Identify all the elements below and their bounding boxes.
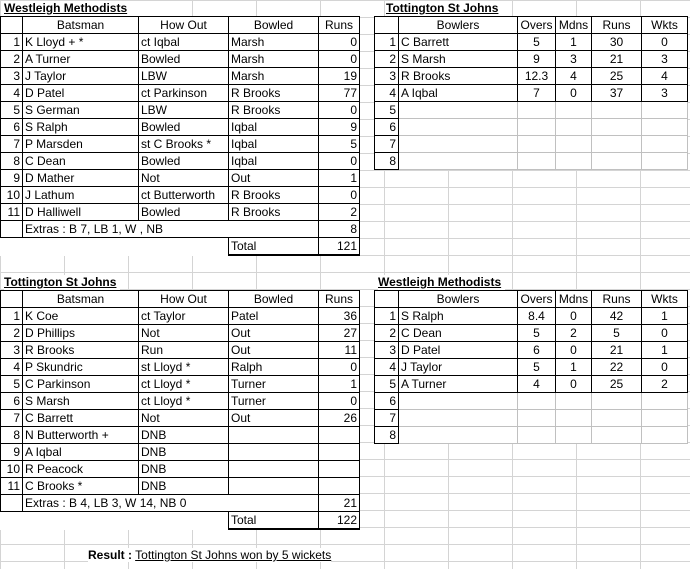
header-bowled: Bowled [229, 291, 319, 308]
maidens: 1 [556, 34, 592, 51]
header-wkts: Wkts [642, 17, 688, 34]
extras-blank [1, 495, 23, 512]
how-out: Run [139, 342, 229, 359]
batsman-name: R Brooks [23, 342, 139, 359]
extras-blank [1, 221, 23, 238]
batting-header-row [1, 17, 360, 34]
header-batsman: Batsman [23, 17, 139, 34]
header-runs: Runs [592, 291, 642, 308]
empty-cell [642, 410, 688, 427]
header-mdns: Mdns [556, 291, 592, 308]
how-out: DNB [139, 478, 229, 495]
overs: 5 [518, 359, 556, 376]
how-out: Bowled [139, 51, 229, 68]
header-batsman: Batsman [23, 291, 139, 308]
empty-cell [399, 410, 518, 427]
bowler-number: 1 [375, 34, 399, 51]
maidens: 4 [556, 68, 592, 85]
batsman-row [1, 119, 360, 136]
extras-value: 21 [319, 495, 360, 512]
bowled-by: Ralph [229, 359, 319, 376]
batsman-name: D Phillips [23, 325, 139, 342]
bowled-by: Out [229, 410, 319, 427]
batsman-name: C Parkinson [23, 376, 139, 393]
innings2-batting-title: Tottington St Johns [4, 275, 120, 290]
batsman-name: K Lloyd + * [23, 34, 139, 51]
batting-header-row [1, 291, 360, 308]
empty-cell [592, 136, 642, 153]
empty-cell [518, 119, 556, 136]
total-row [1, 512, 360, 530]
wickets: 3 [642, 85, 688, 102]
empty-cell [556, 410, 592, 427]
empty-cell [518, 410, 556, 427]
total-value: 122 [319, 512, 360, 530]
wickets: 0 [642, 34, 688, 51]
empty-cell [518, 136, 556, 153]
header-number [375, 291, 399, 308]
overs: 5 [518, 34, 556, 51]
bowled-by: Turner [229, 393, 319, 410]
batsman-row [1, 393, 360, 410]
bowled-by: Marsh [229, 68, 319, 85]
bowler-number: 4 [375, 359, 399, 376]
bowled-by [229, 427, 319, 444]
batsman-number: 5 [1, 376, 23, 393]
maidens: 0 [556, 308, 592, 325]
total-blank [1, 238, 229, 256]
batsman-number: 2 [1, 51, 23, 68]
runs: 9 [319, 119, 360, 136]
how-out: Not [139, 325, 229, 342]
innings1-batting-title: Westleigh Methodists [4, 1, 131, 16]
bowler-row [375, 68, 688, 85]
empty-cell [399, 393, 518, 410]
batsman-row [1, 187, 360, 204]
bowled-by: Out [229, 325, 319, 342]
batsman-row [1, 461, 360, 478]
batsman-name: A Turner [23, 51, 139, 68]
bowler-name: D Patel [399, 342, 518, 359]
innings1-bowling-table [374, 16, 688, 170]
runs: 77 [319, 85, 360, 102]
bowler-number: 6 [375, 119, 399, 136]
innings2-bowling-table [374, 290, 688, 444]
how-out: DNB [139, 461, 229, 478]
batsman-row [1, 153, 360, 170]
bowler-row [375, 308, 688, 325]
maidens: 0 [556, 376, 592, 393]
runs: 42 [592, 308, 642, 325]
runs: 30 [592, 34, 642, 51]
bowled-by: R Brooks [229, 187, 319, 204]
extras-label: Extras : B 7, LB 1, W , NB [23, 221, 319, 238]
runs: 1 [319, 376, 360, 393]
empty-cell [556, 102, 592, 119]
header-how-out: How Out [139, 17, 229, 34]
batsman-name: K Coe [23, 308, 139, 325]
empty-cell [642, 102, 688, 119]
batsman-number: 2 [1, 325, 23, 342]
runs [319, 444, 360, 461]
total-blank [1, 512, 229, 530]
wickets: 4 [642, 68, 688, 85]
empty-cell [556, 136, 592, 153]
bowled-by: Iqbal [229, 119, 319, 136]
bowler-number: 5 [375, 376, 399, 393]
bowler-number: 8 [375, 153, 399, 170]
empty-cell [592, 410, 642, 427]
bowler-name: C Barrett [399, 34, 518, 51]
header-bowlers: Bowlers [399, 17, 518, 34]
batsman-name: D Mather [23, 170, 139, 187]
batsman-number: 4 [1, 85, 23, 102]
bowler-number: 3 [375, 342, 399, 359]
batsman-number: 7 [1, 136, 23, 153]
bowler-row-empty [375, 119, 688, 136]
bowler-number: 8 [375, 427, 399, 444]
bowled-by: R Brooks [229, 85, 319, 102]
bowler-name: J Taylor [399, 359, 518, 376]
empty-cell [399, 102, 518, 119]
bowler-row [375, 51, 688, 68]
extras-value: 8 [319, 221, 360, 238]
total-label: Total [229, 512, 319, 530]
header-number [1, 17, 23, 34]
bowling-header-row [375, 291, 688, 308]
runs: 25 [592, 376, 642, 393]
bowled-by: R Brooks [229, 204, 319, 221]
how-out: Not [139, 170, 229, 187]
batsman-number: 11 [1, 478, 23, 495]
wickets: 2 [642, 376, 688, 393]
batsman-number: 1 [1, 308, 23, 325]
how-out: ct Iqbal [139, 34, 229, 51]
batsman-row [1, 359, 360, 376]
how-out: st C Brooks * [139, 136, 229, 153]
batsman-row [1, 170, 360, 187]
batsman-row [1, 342, 360, 359]
empty-cell [592, 102, 642, 119]
runs: 26 [319, 410, 360, 427]
bowler-row-empty [375, 102, 688, 119]
bowled-by [229, 461, 319, 478]
batsman-row [1, 376, 360, 393]
header-runs: Runs [592, 17, 642, 34]
runs: 0 [319, 187, 360, 204]
bowler-name: R Brooks [399, 68, 518, 85]
maidens: 0 [556, 342, 592, 359]
batsman-name: P Skundric [23, 359, 139, 376]
batsman-row [1, 68, 360, 85]
maidens: 0 [556, 85, 592, 102]
how-out: ct Lloyd * [139, 393, 229, 410]
overs: 9 [518, 51, 556, 68]
result-label: Result : [88, 548, 133, 562]
batsman-name: J Taylor [23, 68, 139, 85]
runs: 36 [319, 308, 360, 325]
how-out: Bowled [139, 153, 229, 170]
bowler-number: 4 [375, 85, 399, 102]
runs [319, 478, 360, 495]
how-out: Not [139, 410, 229, 427]
how-out: Bowled [139, 119, 229, 136]
batsman-name: S Ralph [23, 119, 139, 136]
batsman-row [1, 51, 360, 68]
batsman-row [1, 136, 360, 153]
bowler-number: 1 [375, 308, 399, 325]
header-mdns: Mdns [556, 17, 592, 34]
bowled-by: R Brooks [229, 102, 319, 119]
overs: 8.4 [518, 308, 556, 325]
bowler-number: 5 [375, 102, 399, 119]
runs: 5 [319, 136, 360, 153]
batsman-name: R Peacock [23, 461, 139, 478]
bowler-name: A Iqbal [399, 85, 518, 102]
runs: 0 [319, 102, 360, 119]
batsman-number: 9 [1, 444, 23, 461]
bowler-row [375, 34, 688, 51]
runs [319, 461, 360, 478]
empty-cell [642, 393, 688, 410]
batsman-number: 3 [1, 342, 23, 359]
bowled-by: Marsh [229, 34, 319, 51]
empty-cell [592, 119, 642, 136]
bowler-number: 7 [375, 410, 399, 427]
empty-cell [556, 393, 592, 410]
batsman-row [1, 85, 360, 102]
runs: 22 [592, 359, 642, 376]
bowled-by [229, 478, 319, 495]
batsman-row [1, 102, 360, 119]
bowled-by: Out [229, 170, 319, 187]
bowler-row [375, 376, 688, 393]
empty-cell [518, 153, 556, 170]
bowler-row-empty [375, 393, 688, 410]
batsman-row [1, 34, 360, 51]
overs: 4 [518, 376, 556, 393]
empty-cell [518, 427, 556, 444]
how-out: st Lloyd * [139, 359, 229, 376]
runs: 0 [319, 34, 360, 51]
empty-cell [556, 427, 592, 444]
innings1-batting-table [0, 16, 360, 256]
header-overs: Overs [518, 291, 556, 308]
empty-cell [592, 427, 642, 444]
batsman-row [1, 204, 360, 221]
empty-cell [642, 153, 688, 170]
batsman-row [1, 478, 360, 495]
header-number [375, 17, 399, 34]
empty-cell [642, 427, 688, 444]
total-value: 121 [319, 238, 360, 256]
empty-cell [399, 136, 518, 153]
batsman-name: N Butterworth + [23, 427, 139, 444]
batsman-number: 11 [1, 204, 23, 221]
innings2-bowling-title: Westleigh Methodists [378, 275, 505, 290]
how-out: ct Butterworth [139, 187, 229, 204]
batsman-number: 6 [1, 393, 23, 410]
how-out: DNB [139, 427, 229, 444]
how-out: ct Lloyd * [139, 376, 229, 393]
header-bowled: Bowled [229, 17, 319, 34]
empty-cell [399, 427, 518, 444]
bowling-header-row [375, 17, 688, 34]
bowled-by: Out [229, 342, 319, 359]
batsman-number: 8 [1, 153, 23, 170]
empty-cell [518, 102, 556, 119]
batsman-number: 9 [1, 170, 23, 187]
how-out: LBW [139, 68, 229, 85]
runs [319, 427, 360, 444]
empty-cell [518, 393, 556, 410]
wickets: 1 [642, 308, 688, 325]
bowler-row [375, 325, 688, 342]
header-overs: Overs [518, 17, 556, 34]
wickets: 0 [642, 359, 688, 376]
bowler-row-empty [375, 410, 688, 427]
batsman-number: 7 [1, 410, 23, 427]
batsman-number: 1 [1, 34, 23, 51]
bowled-by [229, 444, 319, 461]
how-out: ct Taylor [139, 308, 229, 325]
wickets: 0 [642, 325, 688, 342]
batsman-name: P Marsden [23, 136, 139, 153]
empty-cell [399, 153, 518, 170]
empty-cell [642, 136, 688, 153]
runs: 0 [319, 393, 360, 410]
bowler-name: A Turner [399, 376, 518, 393]
maidens: 3 [556, 51, 592, 68]
runs: 0 [319, 359, 360, 376]
maidens: 2 [556, 325, 592, 342]
batsman-number: 10 [1, 187, 23, 204]
bowler-number: 6 [375, 393, 399, 410]
runs: 21 [592, 51, 642, 68]
innings2-batting-table [0, 290, 360, 530]
runs: 2 [319, 204, 360, 221]
runs: 21 [592, 342, 642, 359]
batsman-row [1, 410, 360, 427]
bowler-row-empty [375, 427, 688, 444]
bowler-number: 7 [375, 136, 399, 153]
bowler-number: 2 [375, 325, 399, 342]
empty-cell [592, 153, 642, 170]
batsman-name: C Dean [23, 153, 139, 170]
batsman-name: C Brooks * [23, 478, 139, 495]
bowler-row [375, 359, 688, 376]
batsman-number: 3 [1, 68, 23, 85]
batsman-number: 5 [1, 102, 23, 119]
runs: 11 [319, 342, 360, 359]
runs: 37 [592, 85, 642, 102]
runs: 0 [319, 51, 360, 68]
extras-row [1, 221, 360, 238]
header-wkts: Wkts [642, 291, 688, 308]
overs: 12.3 [518, 68, 556, 85]
header-how-out: How Out [139, 291, 229, 308]
batsman-number: 6 [1, 119, 23, 136]
batsman-name: D Patel [23, 85, 139, 102]
runs: 1 [319, 170, 360, 187]
empty-cell [556, 153, 592, 170]
runs: 0 [319, 153, 360, 170]
total-row [1, 238, 360, 256]
extras-label: Extras : B 4, LB 3, W 14, NB 0 [23, 495, 319, 512]
batsman-row [1, 325, 360, 342]
innings1-bowling-title: Tottington St Johns [386, 1, 502, 16]
batsman-number: 10 [1, 461, 23, 478]
how-out: ct Parkinson [139, 85, 229, 102]
header-runs: Runs [319, 291, 360, 308]
how-out: DNB [139, 444, 229, 461]
empty-cell [592, 393, 642, 410]
match-result [88, 548, 331, 562]
runs: 19 [319, 68, 360, 85]
bowled-by: Iqbal [229, 153, 319, 170]
wickets: 3 [642, 51, 688, 68]
runs: 5 [592, 325, 642, 342]
header-number [1, 291, 23, 308]
batsman-name: D Halliwell [23, 204, 139, 221]
batsman-row [1, 427, 360, 444]
bowler-row-empty [375, 153, 688, 170]
bowler-number: 2 [375, 51, 399, 68]
overs: 7 [518, 85, 556, 102]
batsman-name: S Marsh [23, 393, 139, 410]
bowler-row-empty [375, 136, 688, 153]
batsman-row [1, 444, 360, 461]
batsman-number: 4 [1, 359, 23, 376]
batsman-name: J Lathum [23, 187, 139, 204]
batsman-name: A Iqbal [23, 444, 139, 461]
bowled-by: Patel [229, 308, 319, 325]
batsman-number: 8 [1, 427, 23, 444]
bowler-row [375, 342, 688, 359]
empty-cell [642, 119, 688, 136]
total-label: Total [229, 238, 319, 256]
bowled-by: Turner [229, 376, 319, 393]
header-runs: Runs [319, 17, 360, 34]
extras-row [1, 495, 360, 512]
result-text: Tottington St Johns won by 5 wickets [135, 548, 332, 562]
how-out: LBW [139, 102, 229, 119]
batsman-name: C Barrett [23, 410, 139, 427]
maidens: 1 [556, 359, 592, 376]
overs: 5 [518, 325, 556, 342]
how-out: Bowled [139, 204, 229, 221]
wickets: 1 [642, 342, 688, 359]
bowler-name: C Dean [399, 325, 518, 342]
bowled-by: Marsh [229, 51, 319, 68]
bowler-row [375, 85, 688, 102]
bowled-by: Iqbal [229, 136, 319, 153]
bowler-number: 3 [375, 68, 399, 85]
bowler-name: S Ralph [399, 308, 518, 325]
empty-cell [556, 119, 592, 136]
batsman-name: S German [23, 102, 139, 119]
empty-cell [399, 119, 518, 136]
header-bowlers: Bowlers [399, 291, 518, 308]
bowler-name: S Marsh [399, 51, 518, 68]
runs: 25 [592, 68, 642, 85]
overs: 6 [518, 342, 556, 359]
batsman-row [1, 308, 360, 325]
runs: 27 [319, 325, 360, 342]
